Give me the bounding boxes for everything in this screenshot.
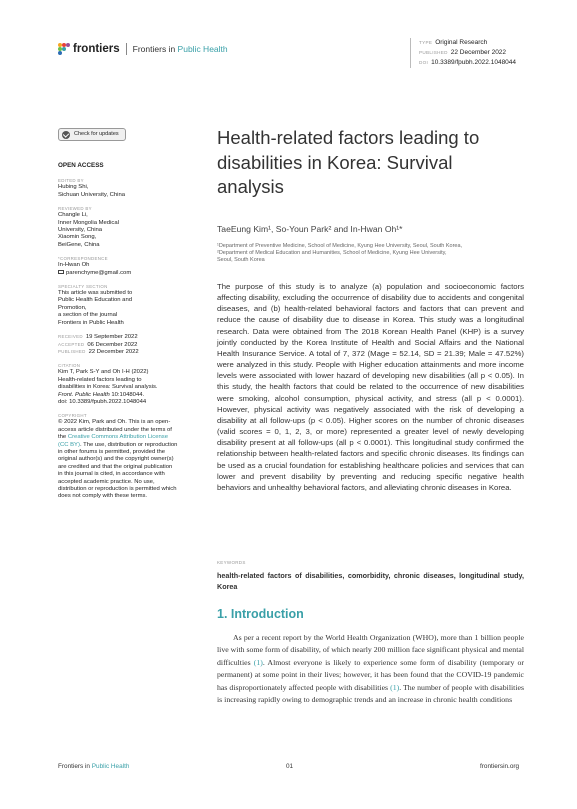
copyright: COPYRIGHT © 2022 Kim, Park and Oh. This is an open-access article distributed under the terms of the Creative Commons Attribution License (CC BY). The use, distribution or reproduction in other forums is permitted, provided the original author(s) and the copyright owner(s) are credited and that the original publication in this journal is cited, in accordance with accepted academic practice. No use, distribution or reproduction is permitted which does not comply with these terms.: [58, 413, 178, 500]
cc-license-link[interactable]: Creative Commons Attribution License (CC BY): [58, 434, 169, 448]
article-meta: [410, 38, 516, 68]
reviewed-by: REVIEWED BY Changle Li, Inner Mongolia Medical University, China Xiaomin Song, BeiGene, China: [58, 206, 119, 248]
edited-by: EDITED BY Hubing Shi, Sichuan University, China: [58, 178, 126, 198]
check-icon: [62, 131, 70, 139]
citation-link[interactable]: (1): [253, 657, 263, 667]
journal-name: Frontiers in Public Health: [132, 44, 228, 54]
correspondence: *CORRESPONDENCE In-Hwan Oh parenchyme@gmail.com: [58, 256, 178, 277]
section-heading-introduction: 1. Introduction: [217, 607, 304, 621]
meta-published: PUBLISHED 22 December 2022: [419, 49, 507, 56]
email-link[interactable]: parenchyme@gmail.com: [58, 270, 178, 277]
citation: CITATION Kim T, Park S-Y and Oh I-H (2022) Health-related factors leading to disabilities in Korea: Survival analysis. Front. Public Health 10:1048044. doi: 10.3389/fpubh.2022.1048044: [58, 363, 158, 405]
abstract: The purpose of this study is to analyze (a) population and socioeconomic factors affecting disability, excluding the occurrence of disability due to accidents and congenital diseases, and (b) health-related behavioral factors and factors that can prevent and reduce the cause of disability due to disease in Korea. This study was a longitudinal research. Data were obtained from The 2018 Korean Health Panel (KHP) is a survey jointly conducted by the Korea Institute of Health and Social Affairs and the National Health Insurance Service. A total of 7, 372 (Mage = 52.14, SD = 21.39; Male = 47.52%) were analyzed in this study. People with Higher education attainments and more income levels were associated with lower hazard of developing new disabilities (all p < 0.05). In this study, the health factors that could be related to the occurrence of new disabilities were smoking, alcohol consumption, physical activity, and stress (all p < 0.0001). However, physical activity was negatively associated with the risk of developing a disability at all follow-ups (p < 0.05). Higher scores on the number of chronic diseases (valid scores = 0, 1, 2, 3, or more) represented a greater level of newly developing disability present at all follow-ups (all p < 0.0001). This longitudinal study confirmed the relationship between health-related factors and specific chronic diseases. Its findings can be used as a crucial foundation for establishing healthcare policies and services that can lower and prevent disability by preventing and reducing specific negative health behaviors and unhealthy behavioral factors, and alleviating chronic diseases in Korea.: [217, 282, 524, 492]
keywords-label: KEYWORDS: [217, 560, 246, 565]
footer-site-link[interactable]: frontiersin.org: [480, 763, 520, 770]
sidebar: [58, 128, 178, 508]
footer-journal: Frontiers in Public Health: [58, 763, 130, 770]
keywords: health-related factors of disabilities, comorbidity, chronic diseases, longitudinal study, Korea: [217, 571, 524, 591]
header-divider: [126, 43, 127, 55]
frontiers-logo[interactable]: [58, 43, 228, 55]
envelope-icon: [58, 270, 64, 274]
meta-type: TYPE Original Research: [419, 39, 488, 46]
check-for-updates-button[interactable]: Check for updates: [58, 128, 126, 141]
affiliations: ¹Department of Preventive Medicine, School of Medicine, Kyung Hee University, Seoul, South Korea, ²Department of Medical Education and Humanities, School of Medicine, Kyung Hee University, Seoul, South Korea: [217, 242, 463, 264]
article-title: Health-related factors leading to disabilities in Korea: Survival analysis: [217, 127, 480, 197]
author-list: TaeEung Kim¹, So-Youn Park² and In-Hwan Oh¹*: [217, 223, 403, 234]
citation-link[interactable]: (1): [390, 682, 400, 692]
open-access-label: OPEN ACCESS: [58, 162, 104, 169]
article-dates: RECEIVED 19 September 2022 ACCEPTED 06 December 2022 PUBLISHED 22 December 2022: [58, 334, 139, 355]
specialty-section: SPECIALTY SECTION This article was submitted to Public Health Education and Promotion, a section of the journal Frontiers in Public Health: [58, 284, 133, 326]
frontiers-logo-icon: [58, 43, 70, 55]
article-header: [217, 126, 524, 264]
page-number: 01: [286, 763, 294, 770]
brand-name: frontiers: [73, 43, 120, 55]
introduction-paragraph: As per a recent report by the World Health Organization (WHO), more than 1 billion people live with some form of disability, of which nearly 200 million face significant physical and mental difficulties (1). Almost everyone is likely to experience some form of disability (temporary or permanent) at some point in their lives; however, it has been found that the COVID-19 pandemic has disproportionately affected people with disabilities (1). The number of people with disabilities is increasing rapidly owing to demographic trends and an increase in chronic health conditions: [217, 633, 524, 705]
meta-doi: DOI 10.3389/fpubh.2022.1048044: [419, 59, 517, 66]
